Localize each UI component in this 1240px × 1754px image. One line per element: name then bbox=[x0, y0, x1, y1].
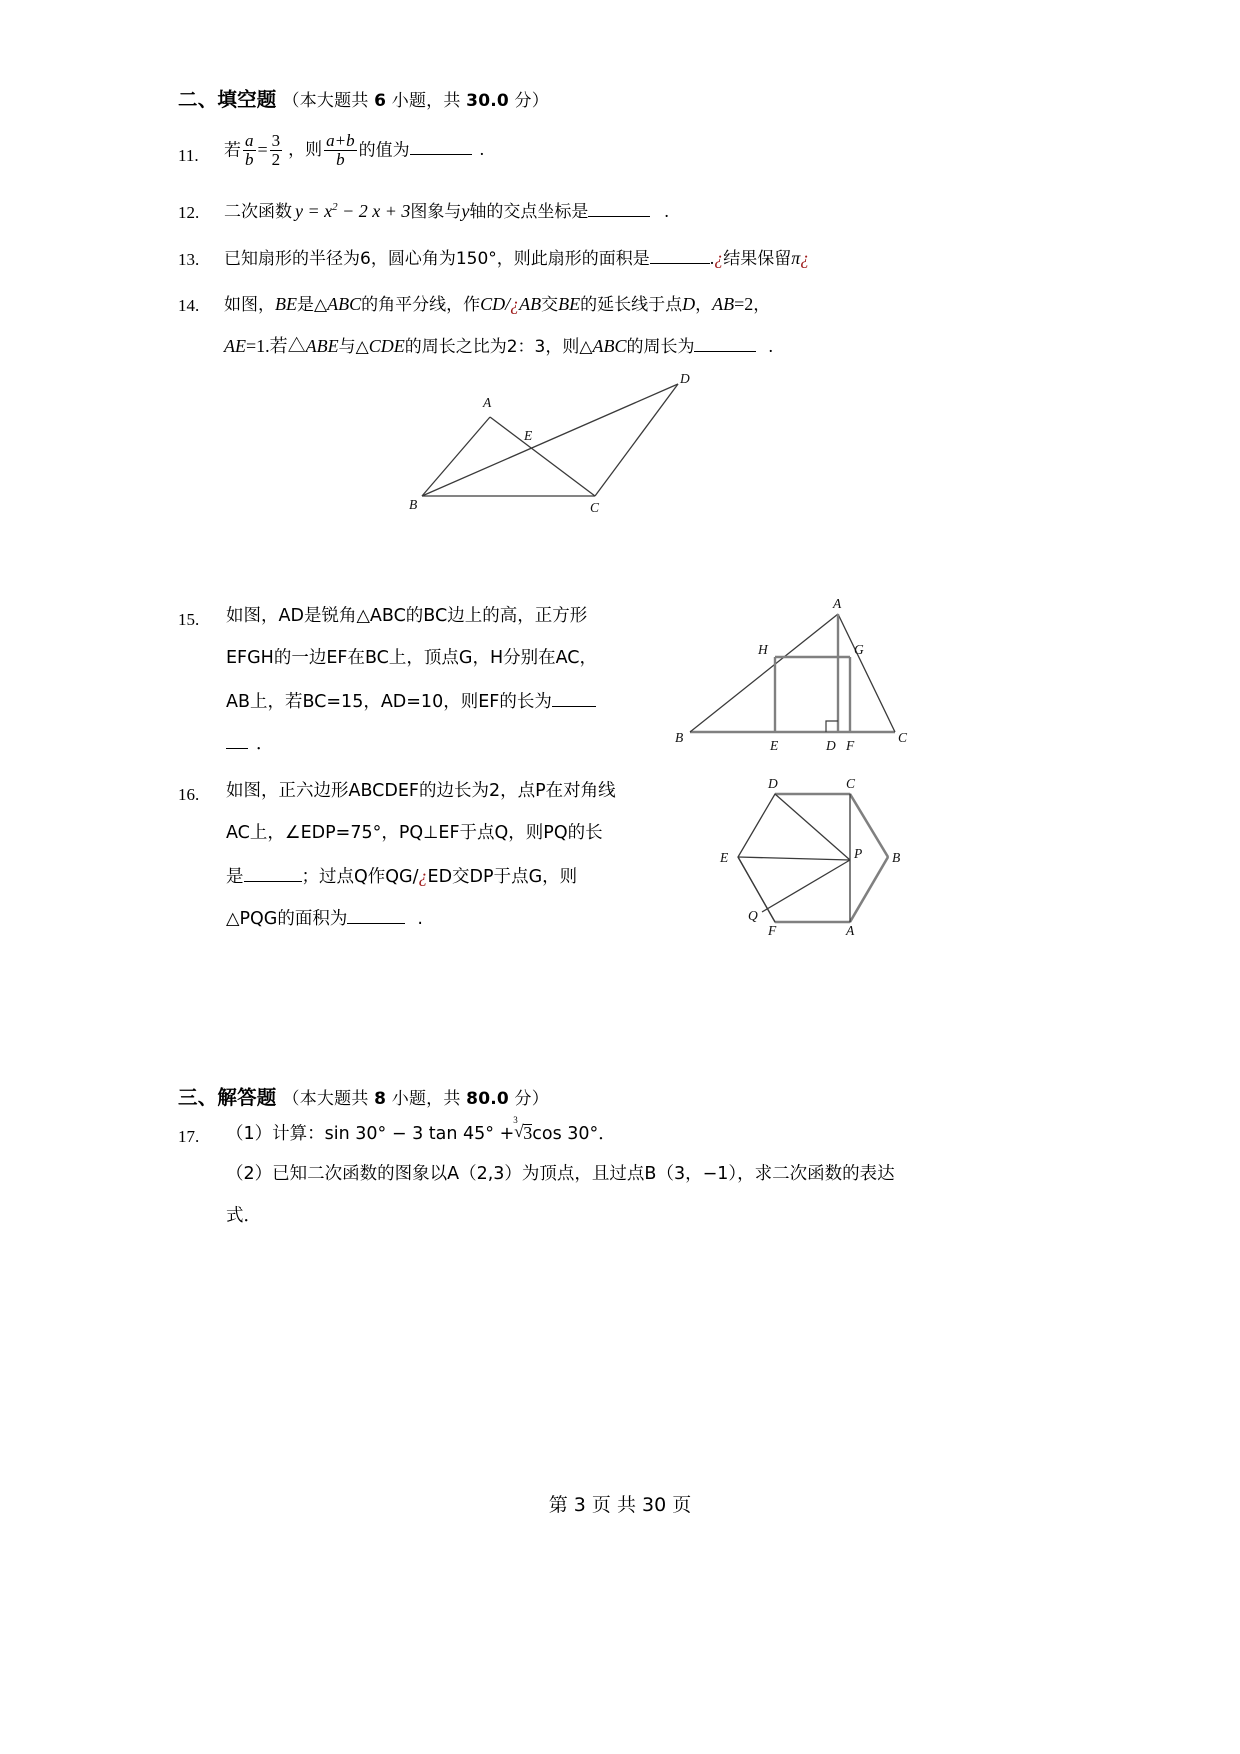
q14-l2-b: 的周长之比为2：3，则△ bbox=[404, 337, 593, 357]
question-16-line-2: AC上，∠EDP=75°，PQ⊥EF于点Q，则PQ的长 bbox=[226, 823, 603, 843]
question-15-line-3 bbox=[226, 692, 596, 712]
question-11-text bbox=[224, 133, 484, 170]
fig16-label-A: A bbox=[846, 923, 855, 938]
q12-exponent: 2 bbox=[332, 201, 338, 213]
fig14-label-D: D bbox=[680, 371, 690, 386]
section-3-title: 三、解答题 bbox=[178, 1086, 277, 1109]
q13-text-a: 已知扇形的半径为6，圆心角为150°，则此扇形的面积是 bbox=[224, 249, 650, 269]
fig15-label-D: D bbox=[826, 738, 836, 753]
question-15-line-1: 如图，AD是锐角△ABC的BC边上的高，正方形 bbox=[226, 606, 588, 626]
question-17-part-3: 式． bbox=[226, 1206, 261, 1226]
q13-answer-blank[interactable] bbox=[650, 263, 710, 264]
q12-expression-head: y = x bbox=[295, 201, 333, 221]
fig14-label-A: A bbox=[483, 395, 492, 410]
question-11-number: 11. bbox=[178, 146, 199, 165]
fig16-label-Q: Q bbox=[748, 908, 758, 923]
q15-answer-blank-part1[interactable] bbox=[552, 706, 596, 707]
q11-period: . bbox=[479, 139, 485, 160]
q16-period: . bbox=[417, 909, 423, 929]
question-15-number: 15. bbox=[178, 610, 200, 629]
q14-l1-eq2: =2 bbox=[734, 294, 754, 314]
question-14-number: 14. bbox=[178, 296, 200, 315]
q17-cube-root bbox=[513, 1115, 533, 1143]
fig14-label-C: C bbox=[590, 500, 600, 515]
q14-l1-a: 如图， bbox=[224, 295, 275, 315]
fig15-label-C: C bbox=[898, 730, 908, 745]
q14-l2-abe: ABE bbox=[305, 336, 339, 356]
q17-p1-text: （1）计算：sin 30° − 3 tan 45° + bbox=[226, 1124, 515, 1144]
q14-answer-blank[interactable] bbox=[694, 351, 756, 352]
q16-answer-blank-1[interactable] bbox=[244, 881, 302, 882]
fig15-label-A: A bbox=[833, 596, 842, 611]
section-3-meta: （本大题共 8 小题，共 80.0 分） bbox=[282, 1089, 549, 1109]
q11-fraction-a-plus-b-over-b: $\frac{a+b}{b}$ bbox=[326, 131, 355, 169]
section-header-answer-questions bbox=[178, 1082, 549, 1110]
q13-red-mark-1: ¿ bbox=[714, 248, 724, 268]
q14-l1-red: ¿ bbox=[510, 294, 520, 314]
q12-expression-tail: − 2 x + 3 bbox=[337, 201, 411, 221]
q14-l2-abc: ABC bbox=[592, 336, 627, 356]
q14-period: . bbox=[768, 336, 773, 356]
q14-l1-ab2: AB bbox=[712, 294, 735, 314]
fig14-label-B: B bbox=[409, 497, 418, 512]
fig15-label-H: H bbox=[758, 642, 768, 657]
q15-answer-blank-part2[interactable] bbox=[226, 748, 248, 749]
q15-period: ． bbox=[256, 734, 274, 754]
figure-question-14 bbox=[400, 370, 710, 520]
q14-l2-eq: =1.若△ bbox=[246, 336, 306, 356]
question-13-number: 13. bbox=[178, 250, 200, 269]
q14-l1-f: ， bbox=[695, 295, 713, 315]
q17-p1-tail: cos 30°． bbox=[532, 1124, 616, 1144]
fig16-label-P: P bbox=[854, 846, 863, 861]
q14-l1-g: ， bbox=[753, 295, 771, 315]
q14-l1-slash: / bbox=[505, 294, 511, 314]
fig15-label-G: G bbox=[854, 642, 864, 657]
section-2-title: 二、填空题 bbox=[178, 88, 277, 111]
question-15-line-4 bbox=[226, 734, 274, 754]
q16-l3-b: ；过点Q作QG/ bbox=[301, 867, 419, 887]
q13-text-b: 结果保留 bbox=[723, 249, 792, 269]
q12-period: . bbox=[664, 201, 669, 221]
q11-equals: = bbox=[257, 139, 268, 160]
q12-y-var: y bbox=[461, 201, 470, 221]
question-15-line-2: EFGH的一边EF在BC上，顶点G，H分别在AC， bbox=[226, 648, 597, 668]
fig16-label-E: E bbox=[720, 850, 729, 865]
q17-root-index: √ 3 bbox=[513, 1115, 518, 1125]
fig15-label-B: B bbox=[675, 730, 684, 745]
section-2-meta: （本大题共 6 小题，共 30.0 分） bbox=[282, 91, 549, 111]
q14-l1-abc: ABC bbox=[327, 294, 362, 314]
fig16-label-F: F bbox=[768, 923, 777, 938]
q11-fraction-a-over-b: $\frac{a}{b}$ bbox=[245, 131, 254, 169]
q11-lead: 若 bbox=[224, 140, 241, 161]
q14-l1-be: BE bbox=[275, 294, 297, 314]
q14-l1-ab: AB bbox=[519, 294, 542, 314]
q14-l1-be2: BE bbox=[558, 294, 581, 314]
q12-text-b: 图象与 bbox=[410, 202, 462, 222]
q11-answer-blank[interactable] bbox=[410, 154, 472, 155]
question-17-part-1 bbox=[226, 1115, 616, 1144]
fig16-label-B: B bbox=[892, 850, 901, 865]
fig14-label-E: E bbox=[524, 428, 533, 443]
question-16-line-3 bbox=[226, 867, 577, 887]
q12-text-c: 轴的交点坐标是 bbox=[469, 202, 589, 222]
question-13-text bbox=[224, 249, 809, 268]
q13-pi: π bbox=[791, 248, 801, 268]
q11-comma: ，则 bbox=[288, 140, 323, 161]
q16-l4-text: △PQG的面积为 bbox=[226, 909, 348, 929]
figure-question-16 bbox=[700, 772, 920, 952]
q11-fraction-3-over-2: $\frac{3}{2}$ bbox=[271, 131, 281, 169]
question-16-line-4 bbox=[226, 909, 423, 929]
question-17-number: 17. bbox=[178, 1127, 200, 1146]
q16-answer-blank-2[interactable] bbox=[347, 923, 405, 924]
q14-l1-d: 交 bbox=[541, 295, 559, 315]
q12-answer-blank[interactable] bbox=[588, 216, 650, 217]
q16-l3-c: ED交DP于点G，则 bbox=[427, 867, 578, 887]
q14-l2-cde: CDE bbox=[368, 336, 405, 356]
q16-l3-a: 是 bbox=[226, 867, 244, 887]
q14-l1-e: 的延长线于点 bbox=[580, 295, 683, 315]
fig15-label-F: F bbox=[846, 738, 855, 753]
question-12-text bbox=[224, 202, 669, 221]
q15-l3-text: AB上，若BC=15，AD=10，则EF的长为 bbox=[226, 692, 552, 712]
figure-question-15 bbox=[670, 592, 920, 757]
fig15-label-E: E bbox=[770, 738, 779, 753]
question-12-number: 12. bbox=[178, 203, 200, 222]
q14-l2-c: 的周长为 bbox=[626, 337, 695, 357]
question-17-part-2: （2）已知二次函数的图象以A（2,3）为顶点，且过点B（3，−1），求二次函数的表达 bbox=[226, 1164, 895, 1184]
question-16-line-1: 如图，正六边形ABCDEF的边长为2，点P在对角线 bbox=[226, 781, 616, 801]
question-14-line-2 bbox=[224, 337, 773, 356]
q14-l1-c: 的角平分线，作 bbox=[361, 295, 481, 315]
page-footer: 第 3 页 共 30 页 bbox=[548, 1494, 692, 1516]
q12-text-a: 二次函数 bbox=[224, 202, 292, 222]
q13-red-mark-2: ¿ bbox=[800, 248, 810, 268]
q14-l2-ae: AE bbox=[224, 336, 246, 356]
question-14-line-1 bbox=[224, 295, 770, 314]
q14-l2-a: 与△ bbox=[338, 337, 369, 357]
section-header-fill-in-blank bbox=[178, 84, 549, 112]
q17-root-radicand: 3 bbox=[523, 1123, 533, 1143]
q14-l1-cd: CD bbox=[480, 294, 506, 314]
fig16-label-D: D bbox=[768, 776, 778, 791]
fig16-label-C: C bbox=[846, 776, 856, 791]
q13-dot: . bbox=[709, 248, 715, 268]
q14-l1-b: 是△ bbox=[297, 295, 328, 315]
q11-tail: 的值为 bbox=[358, 140, 410, 161]
q14-l1-dpt: D bbox=[682, 294, 696, 314]
q16-l3-red: ¿ bbox=[418, 866, 428, 886]
question-16-number: 16. bbox=[178, 785, 200, 804]
